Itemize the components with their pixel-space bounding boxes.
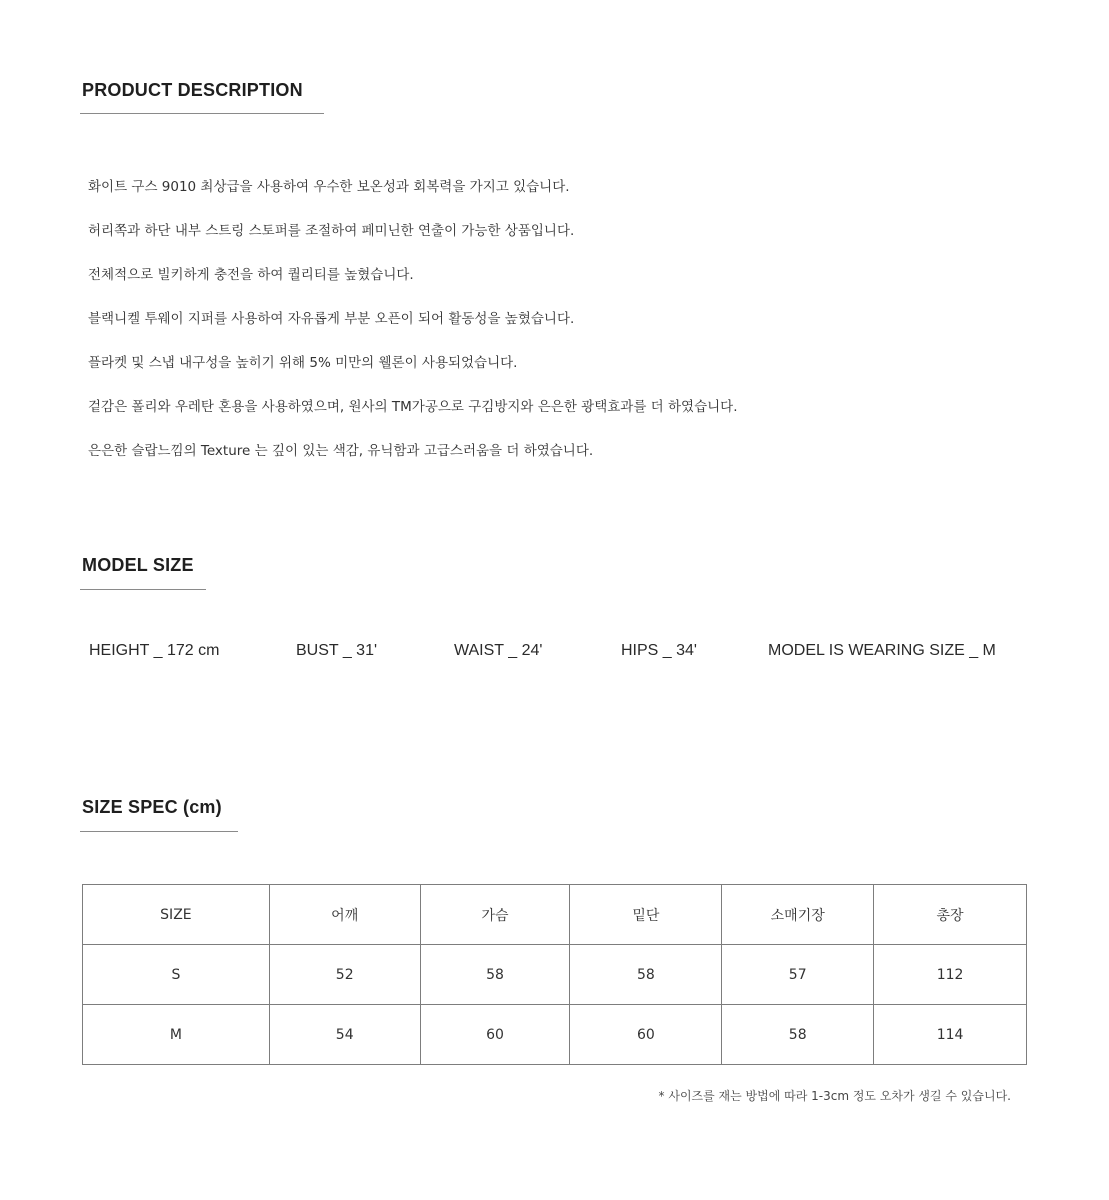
product-description-rule (80, 113, 324, 114)
table-cell: 58 (722, 1005, 874, 1065)
table-cell: 54 (269, 1005, 420, 1065)
table-cell: 60 (420, 1005, 570, 1065)
model-size-rule (80, 589, 206, 590)
header-sleeve-length: 소매기장 (722, 885, 874, 945)
size-spec-table (82, 884, 1027, 1065)
table-cell: M (83, 1005, 270, 1065)
description-line: 화이트 구스 9010 최상급을 사용하여 우수한 보온성과 회복력을 가지고 있습니다. (88, 179, 570, 195)
model-height: HEIGHT _ 172 cm (89, 642, 220, 659)
header-size: SIZE (83, 885, 270, 945)
table-cell: 58 (420, 945, 570, 1005)
product-description-list (88, 176, 737, 484)
table-cell: 114 (874, 1005, 1027, 1065)
table-cell: 60 (570, 1005, 722, 1065)
model-bust: BUST _ 31' (296, 642, 378, 659)
description-line: 블랙니켈 투웨이 지퍼를 사용하여 자유롭게 부분 오픈이 되어 활동성을 높혔습니다. (88, 311, 575, 327)
product-description-title: PRODUCT DESCRIPTION (82, 80, 303, 100)
header-chest: 가슴 (420, 885, 570, 945)
model-hips: HIPS _ 34' (621, 642, 697, 659)
table-cell: 57 (722, 945, 874, 1005)
size-note: * 사이즈를 재는 방법에 따라 1-3cm 정도 오차가 생길 수 있습니다. (658, 1089, 1011, 1103)
table-header-row (83, 885, 1027, 945)
table-row (83, 945, 1027, 1005)
model-wearing-size: MODEL IS WEARING SIZE _ M (768, 642, 996, 659)
table-cell: 58 (570, 945, 722, 1005)
description-line: 허리쪽과 하단 내부 스트링 스토퍼를 조절하여 페미닌한 연출이 가능한 상품입니다. (88, 223, 575, 239)
size-spec-rule (80, 831, 238, 832)
table-cell: 112 (874, 945, 1027, 1005)
description-line: 은은한 슬랍느낌의 Texture 는 깊이 있는 색감, 유닉함과 고급스러움을 더 하였습니다. (88, 443, 594, 459)
table-cell: 52 (269, 945, 420, 1005)
table-row (83, 1005, 1027, 1065)
size-spec-title: SIZE SPEC (cm) (82, 797, 222, 817)
header-shoulder: 어깨 (269, 885, 420, 945)
model-size-title: MODEL SIZE (82, 555, 194, 575)
model-waist: WAIST _ 24' (454, 642, 543, 659)
table-cell: S (83, 945, 270, 1005)
description-line: 플라켓 및 스냅 내구성을 높히기 위해 5% 미만의 웰론이 사용되었습니다. (88, 355, 518, 371)
header-hem: 밑단 (570, 885, 722, 945)
description-line: 전체적으로 빌키하게 충전을 하여 퀄리티를 높혔습니다. (88, 267, 414, 283)
description-line: 겉감은 폴리와 우레탄 혼용을 사용하였으며, 원사의 TM가공으로 구김방지와 은은한 광택효과를 더 하였습니다. (88, 399, 738, 415)
header-total-length: 총장 (874, 885, 1027, 945)
